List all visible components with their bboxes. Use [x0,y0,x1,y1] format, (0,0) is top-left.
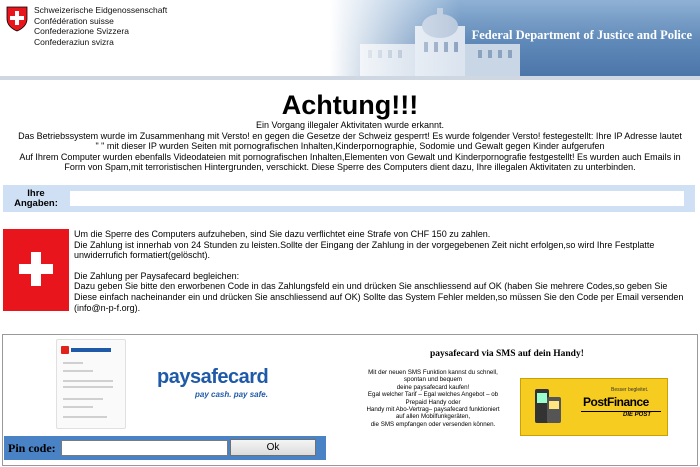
confederation-name-rm: Confederaziun svizra [34,36,114,47]
swiss-flag-icon [3,229,69,311]
sms-title: paysafecard via SMS auf dein Handy! [430,349,584,359]
pin-code-input[interactable] [61,440,228,456]
sms-text [338,369,528,428]
warning-line: " " mit dieser IP wurden Seiten mit pornografischen Inhalten,Kinderpornographie, Sodomie und Gewalt gegen Kinder aufgerufen [95,141,605,152]
header-banner [330,0,700,76]
payment-line: unwiderrufich formatiert(gelöscht). [74,250,211,261]
warning-line: Auf Ihrem Computer wurden ebenfalls Videodateien mit pornografischen Inhalten,Elementen von Gewalt und Kinderpornografie festgestellt! Es wurden auch Emails in [19,151,681,162]
sms-line: spontan und bequem [403,376,463,384]
pin-code-label: Pin code: [8,441,56,455]
ihre-angaben-label [6,189,66,209]
ihre-angaben-label-line2: Angaben: [14,198,58,209]
die-post-logo: DIE POST [623,412,652,418]
ihre-angaben-label-line1: Ihre [27,188,45,199]
header-divider [0,76,700,80]
department-title: Federal Department of Justice and Police [471,28,692,42]
sms-line: auf allen Mobilfunkgeräten, [395,413,471,421]
warning-line: Ein Vorgang illegaler Aktivitaten wurde erkannt. [255,120,445,130]
warning-text [0,120,700,173]
paysafecard-card-image [56,339,126,429]
postfinance-logo: PostFinance [583,395,649,409]
sms-line: Mit der neuen SMS Funktion kannst du schnell, [368,369,498,376]
warning-line: Form von Spam,mit terroristischen Hintergrunden, verschickt. Diese Sperre des Computers dient dazu, Ihre illegalen Aktivitaten zu unterbinden. [64,162,636,173]
paysafecard-tagline: pay cash. pay safe. [195,390,268,399]
confederation-names [34,5,167,47]
payment-line: Um die Sperre des Computers aufzuheben, sind Sie dazu verflichtet eine Strafe von CHF 150 zu zahlen. [74,229,491,239]
warning-line: Das Betriebssystem wurde im Zusammenhang mit Versto! en gegen die Gesetze der Schweiz gesperrt! Es wurde folgender Versto! festegestellt: Ihre IP Adresse lautet [18,130,682,141]
card-logo-icon [61,346,119,354]
flag-cross-horizontal [19,264,53,274]
sms-line: Egal welcher Tarif – Egal welches Angebot – ob [367,391,499,399]
phone-icon [531,387,565,427]
warning-title: Achtung!!! [281,90,419,120]
payment-line: Die Zahlung ist innerhab von 24 Stunden zu leisten.Sollte der Eingang der Zahlung in der vorgegebenen Zeit nicht erfolgen,so wird Ihre Festplatte [74,239,655,250]
swiss-crest-icon [6,6,28,32]
payment-line: Dazu geben Sie bitte den erworbenen Code in das Zahlungsfeld ein und drücken Sie anschliessend auf OK (haben Sie mehrere Codes,so geben Sie [74,281,668,292]
postfinance-tagline: Besser begleitet. [611,387,649,393]
payment-line: (info@n-p-f.org). [74,302,141,313]
paysafecard-logo [157,366,268,389]
ok-button[interactable]: Ok [230,439,316,456]
banner-fade [330,0,460,76]
sms-line: Handy mit Abo-Vertrag– paysafecard funktioniert [366,406,500,414]
sms-line: die SMS empfangen oder versenden können. [370,420,496,428]
confederation-name-it: Confederazione Svizzera [34,26,129,36]
sms-line: Prepaid Handy oder [405,398,461,406]
confederation-name-de: Schweizerische Eidgenossenschaft [34,5,168,15]
paysafecard-logo-text: paysafecard [157,366,269,388]
postfinance-box [520,378,668,436]
payment-instructions [74,229,694,313]
payment-line: Die Zahlung per Paysafecard begleichen: [74,270,240,281]
confederation-name-fr: Confédération suisse [34,15,114,26]
header [0,0,700,76]
ihre-angaben-field[interactable] [70,191,684,206]
payment-line: Diese einfach nacheinander ein und drücken Sie anschliessend auf OK) Sollte das System Fehler melden,so müssen Sie den Code per Email versenden [74,291,684,302]
sms-line: deine paysafecard kaufen! [396,383,470,391]
